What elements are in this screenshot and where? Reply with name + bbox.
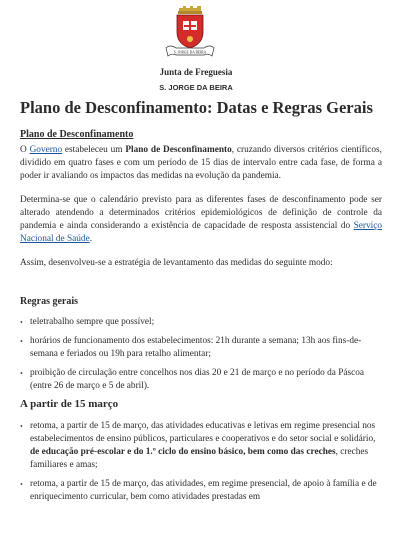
list-item-text: retoma, a partir de 15 de março, das atividades educativas e letivas em regime presencial nos estabelecimentos de ensino públicos, particulares e cooperativos e do setor social e solidário, <box>30 421 376 444</box>
bullet-icon: • <box>20 369 23 378</box>
list-marco <box>20 420 382 504</box>
list-item <box>20 316 382 329</box>
text-run: , cruzando diversos critérios científicos, dividido em quatro fases e com um período de 15 dias de intervalo entre cada fase, de forma a poder ir avaliando os impactos das medidas na evolução da pandemia. <box>20 145 382 181</box>
list-item-text: proibição de circulação entre concelhos nos dias 20 e 21 de março e no período da Páscoa (entre 26 de março e 5 de abril). <box>30 368 365 391</box>
bullet-icon: • <box>20 480 23 489</box>
list-item-text: teletrabalho sempre que possível; <box>30 317 155 327</box>
text-run: . <box>89 234 93 244</box>
paragraph-strategy: Assim, desenvolveu-se a estratégia de levantamento das medidas do seguinte modo: <box>20 258 333 268</box>
list-item-text: , creches familiares e amas; <box>30 447 369 470</box>
list-item-text: horários de funcionamento dos estabelecimentos: 21h durante a semana; 13h aos fins-de-semana e feriados ou 19h para retalho alimentar; <box>30 336 362 359</box>
coat-of-arms-icon <box>160 6 220 60</box>
page-title: Plano de Desconfinamento: Datas e Regras Gerais <box>20 98 373 117</box>
text-run: estabeleceu um <box>62 145 126 155</box>
section-plano <box>20 128 382 270</box>
list-item <box>20 335 382 361</box>
bold-term: de educação pré-escolar e do 1.º ciclo do ensino básico, bem como das creches <box>30 447 336 457</box>
paragraph-calendar <box>20 194 382 246</box>
list-item <box>20 478 382 504</box>
paragraph-intro <box>20 144 382 183</box>
section-heading-regras: Regras gerais <box>20 296 79 307</box>
link-governo[interactable]: Governo <box>29 145 63 155</box>
bullet-icon: • <box>20 318 23 327</box>
section-regras <box>20 295 382 399</box>
text-run: Determina-se que o calendário previsto para as diferentes fases de desconfinamento pode ser alterado atendendo a determinados critérios epidemiológicos de definição de controle da pandemia e ainda considerando a existência de capacidade de resposta assistencial do <box>20 195 382 231</box>
section-marco <box>20 398 382 510</box>
bullet-icon: • <box>20 422 23 431</box>
list-item <box>20 420 382 472</box>
org-name: Junta de Freguesia <box>159 67 233 77</box>
list-item <box>20 367 382 393</box>
svg-text:S. JORGE DA BEIRA: S. JORGE DA BEIRA <box>173 50 207 55</box>
link-sns[interactable]: Serviço Nacional de Saúde <box>20 221 382 244</box>
bold-term: Plano de Desconfinamento <box>125 145 232 155</box>
text-run: O <box>20 145 30 155</box>
list-regras <box>20 316 382 393</box>
section-heading-marco: A partir de 15 março <box>20 398 119 410</box>
org-location: S. JORGE DA BEIRA <box>159 83 233 92</box>
list-item-text: retoma, a partir de 15 de março, das atividades, em regime presencial, de apoio à família e de enriquecimento curricular, bem como atividades prestadas em <box>30 479 377 502</box>
section-heading-plano: Plano de Desconfinamento <box>20 129 134 140</box>
bullet-icon: • <box>20 337 23 346</box>
